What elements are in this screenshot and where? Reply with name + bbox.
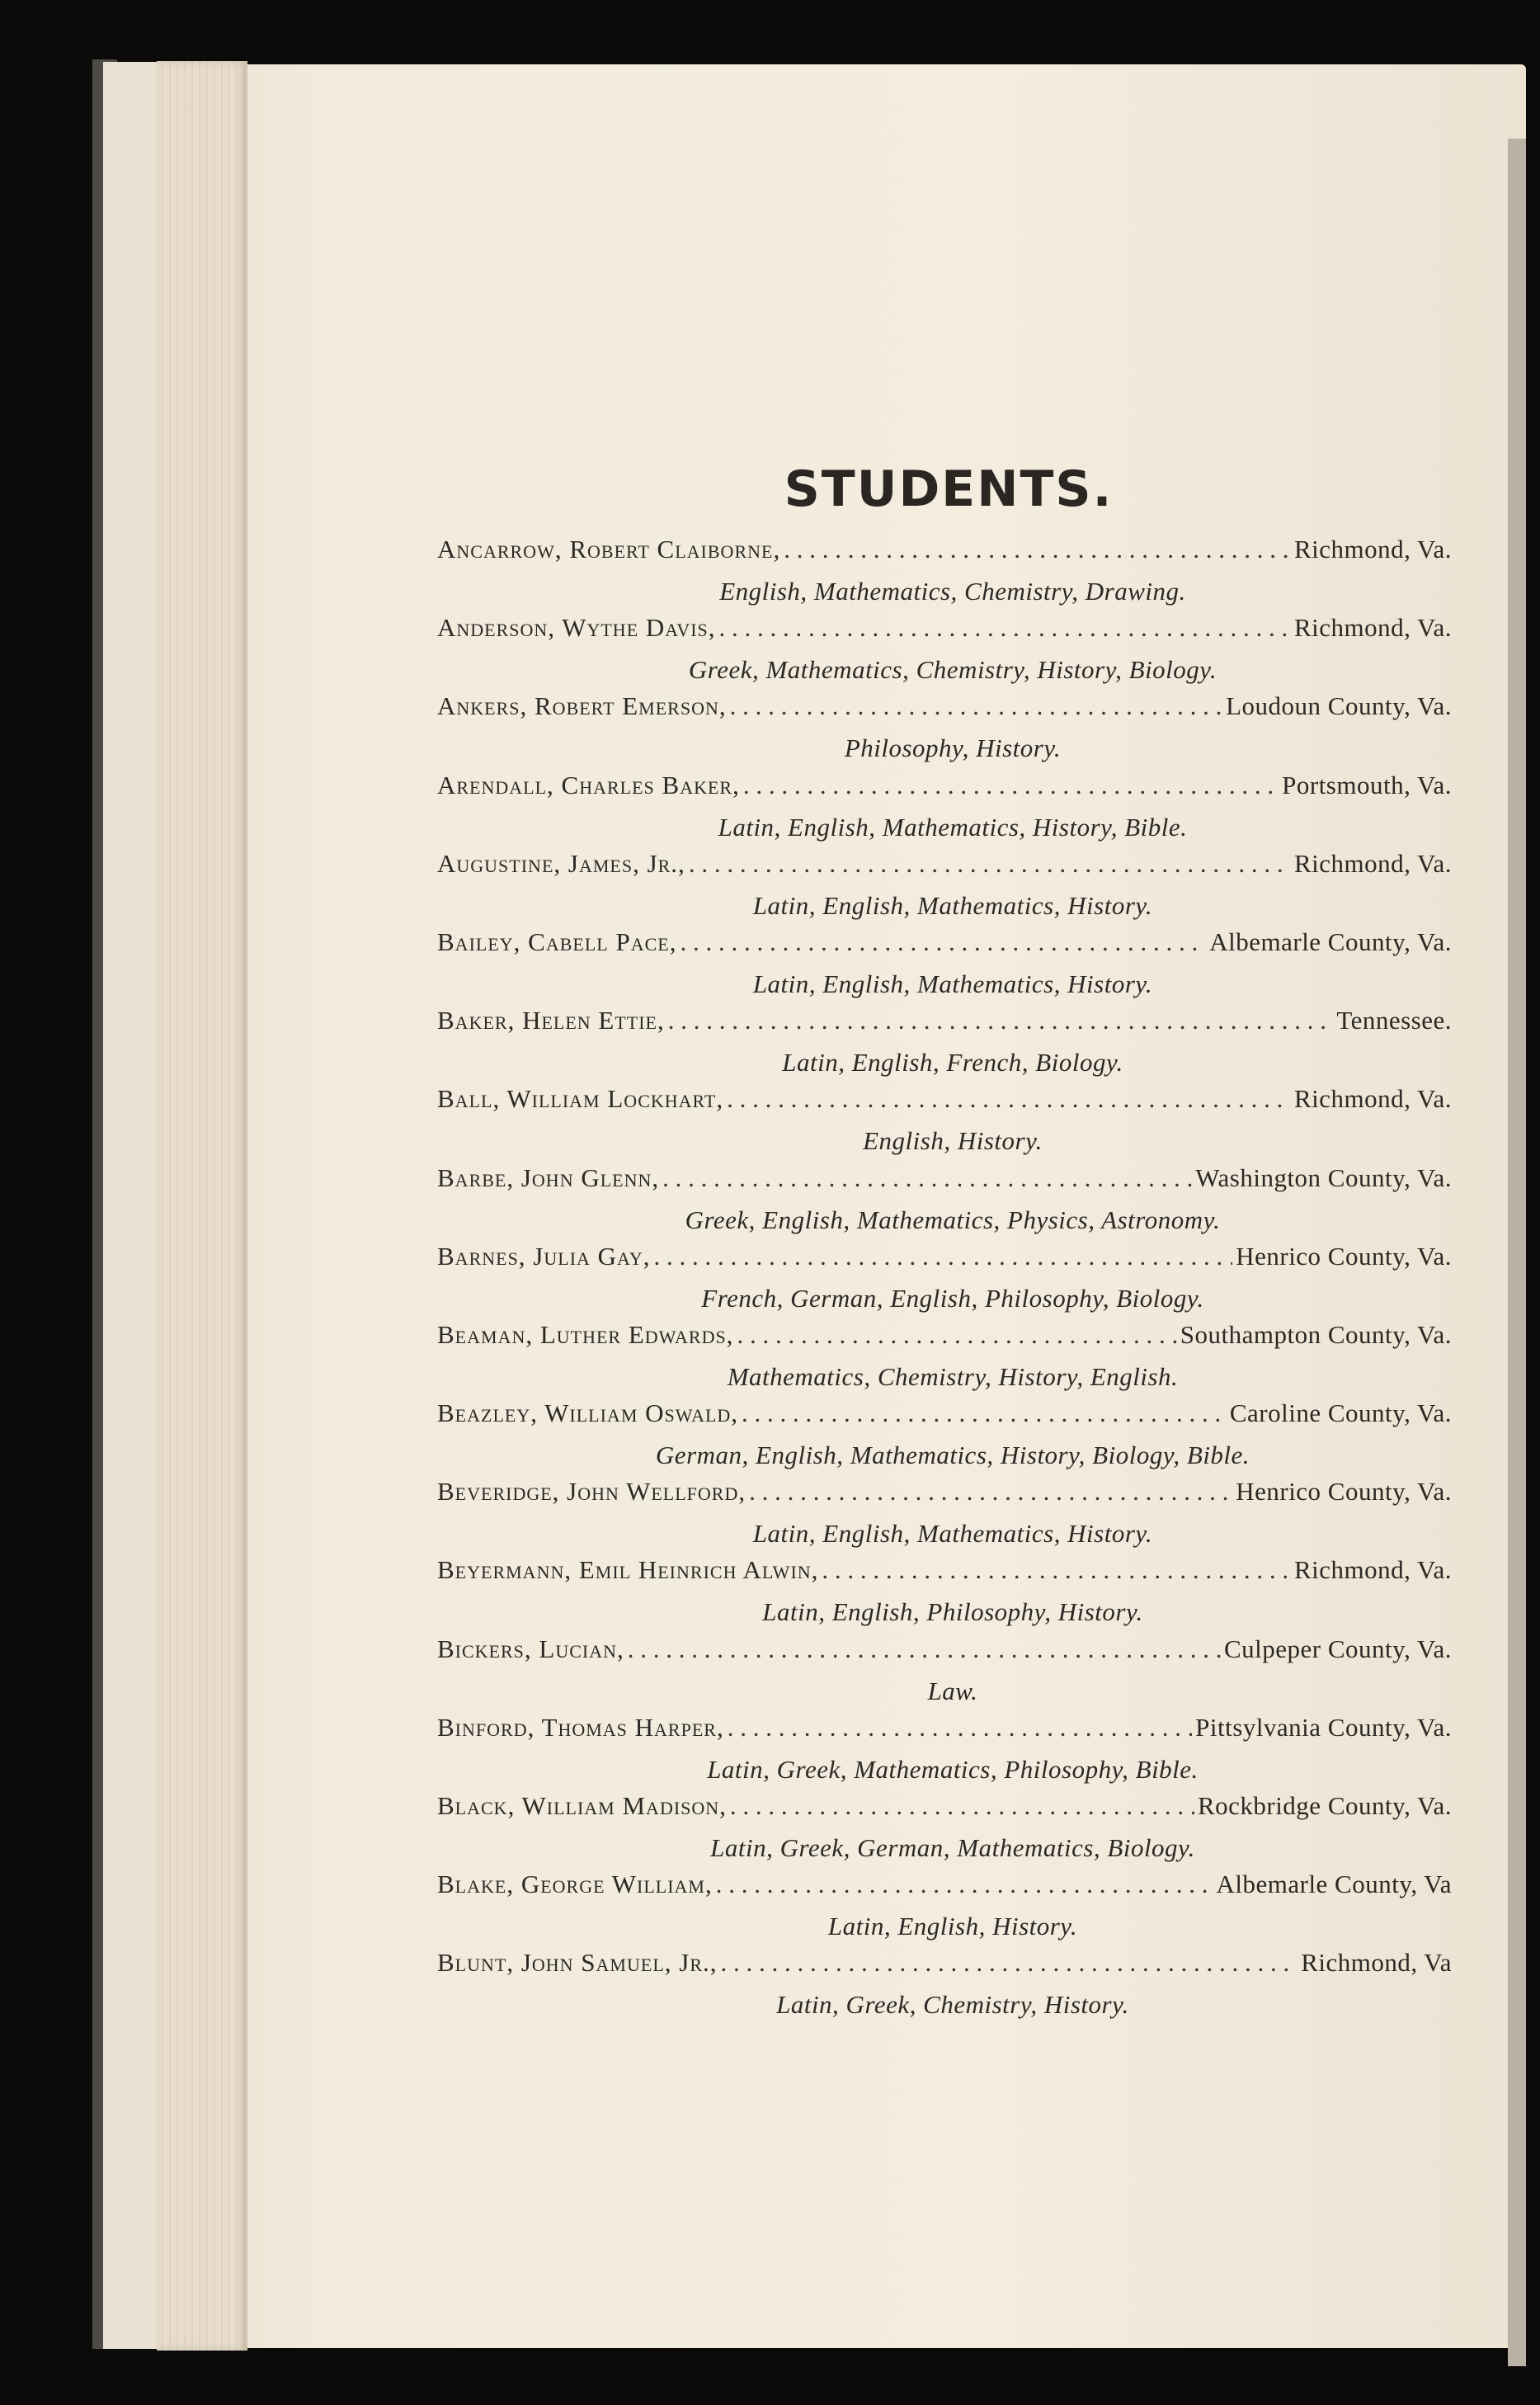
student-entry: [437, 1320, 1452, 1398]
student-name: Barbe, John Glenn,: [437, 1162, 660, 1192]
page-stack-shadow: [103, 62, 161, 2349]
student-courses: Latin, English, Mathematics, History.: [752, 890, 1153, 920]
student-entry: [437, 1870, 1452, 1948]
dot-leader: [737, 1320, 1176, 1350]
student-entry: [437, 1634, 1452, 1713]
student-residence: Washington County, Va.: [1195, 1162, 1452, 1192]
student-name: Black, William Madison,: [437, 1791, 727, 1820]
student-entry: [437, 613, 1452, 691]
student-residence: Portsmouth, Va.: [1282, 770, 1452, 799]
student-name: Beveridge, John Wellford,: [437, 1477, 746, 1507]
student-entry-line: [437, 1320, 1452, 1358]
page-heading: STUDENTS.: [784, 460, 1114, 518]
dot-leader: [727, 1084, 1291, 1114]
student-entry: [437, 1163, 1452, 1242]
dot-leader: [689, 849, 1291, 879]
student-residence: Richmond, Va.: [1293, 1555, 1452, 1585]
student-residence: Richmond, Va.: [1293, 848, 1452, 878]
student-name: Blake, George William,: [437, 1870, 713, 1899]
student-entry: [437, 1477, 1452, 1555]
student-entry-line: [437, 1006, 1452, 1044]
dot-leader: [668, 1006, 1334, 1035]
student-entry: [437, 691, 1452, 770]
student-entry: [437, 1791, 1452, 1870]
dot-leader: [721, 1948, 1298, 1978]
dot-leader: [628, 1634, 1221, 1664]
student-courses: Latin, English, Mathematics, History.: [752, 1519, 1153, 1549]
student-courses: Greek, Mathematics, Chemistry, History, Biology.: [688, 655, 1217, 685]
student-name: Bailey, Cabell Pace,: [437, 927, 677, 956]
dot-leader: [743, 771, 1279, 800]
student-courses: Greek, English, Mathematics, Physics, Astronomy.: [685, 1205, 1221, 1234]
student-name: Ankers, Robert Emerson,: [437, 691, 727, 721]
student-entry-line: [437, 849, 1452, 887]
student-residence: Henrico County, Va.: [1236, 1241, 1452, 1271]
student-residence: Culpeper County, Va.: [1223, 1634, 1452, 1663]
dot-leader: [662, 1163, 1192, 1193]
student-residence: Southampton County, Va.: [1180, 1319, 1452, 1349]
student-entry-line: [437, 1634, 1452, 1672]
student-entry: [437, 1084, 1452, 1162]
student-courses: Latin, English, Philosophy, History.: [762, 1597, 1143, 1627]
student-courses: Latin, Greek, Chemistry, History.: [776, 1990, 1129, 2020]
student-entry: [437, 1555, 1452, 1634]
dot-leader: [730, 1791, 1194, 1821]
student-entry: [437, 1713, 1452, 1791]
student-entry: [437, 849, 1452, 927]
student-courses: Latin, Greek, German, Mathematics, Biology.: [710, 1833, 1195, 1862]
student-entry: [437, 1398, 1452, 1477]
student-residence: Loudoun County, Va.: [1226, 691, 1452, 721]
student-courses: Latin, Greek, Mathematics, Philosophy, Bible.: [707, 1754, 1199, 1784]
student-courses: English, Mathematics, Chemistry, Drawing.: [719, 577, 1186, 606]
student-courses: Latin, English, Mathematics, History.: [752, 969, 1153, 998]
student-courses: Latin, English, French, Biology.: [782, 1048, 1123, 1078]
student-entry-line: [437, 691, 1452, 729]
dot-leader: [784, 535, 1291, 564]
student-name: Bickers, Lucian,: [437, 1634, 624, 1663]
dot-leader: [728, 1713, 1192, 1742]
student-entry-line: [437, 1713, 1452, 1751]
student-residence: Tennessee.: [1336, 1006, 1452, 1035]
student-entry-line: [437, 1084, 1452, 1122]
student-courses: French, German, English, Philosophy, Biology.: [701, 1283, 1204, 1313]
dot-leader: [680, 927, 1206, 957]
student-name: Arendall, Charles Baker,: [437, 770, 740, 799]
student-entry-line: [437, 613, 1452, 651]
student-name: Blunt, John Samuel, Jr.,: [437, 1948, 718, 1978]
student-courses: German, English, Mathematics, History, Biology, Bible.: [655, 1441, 1250, 1470]
dot-leader: [730, 691, 1223, 721]
student-entry-line: [437, 927, 1452, 965]
student-entry-line: [437, 1555, 1452, 1593]
student-courses: Latin, English, History.: [827, 1912, 1078, 1941]
student-list: [437, 535, 1452, 2027]
student-name: Binford, Thomas Harper,: [437, 1712, 724, 1742]
student-entry-line: [437, 771, 1452, 809]
student-name: Ball, William Lockhart,: [437, 1084, 724, 1114]
student-entry: [437, 1948, 1452, 2026]
student-entry-line: [437, 1477, 1452, 1515]
student-residence: Albemarle County, Va: [1216, 1870, 1452, 1899]
student-entry-line: [437, 1398, 1452, 1436]
student-name: Augustine, James, Jr.,: [437, 848, 685, 878]
student-courses: Law.: [927, 1676, 978, 1705]
dot-leader: [716, 1870, 1213, 1899]
student-entry: [437, 927, 1452, 1006]
student-entry-line: [437, 1791, 1452, 1829]
student-courses: Latin, English, Mathematics, History, Bible.: [718, 812, 1188, 842]
student-entry-line: [437, 1870, 1452, 1907]
student-name: Beaman, Luther Edwards,: [437, 1319, 734, 1349]
student-courses: Philosophy, History.: [844, 733, 1062, 763]
student-residence: Caroline County, Va.: [1229, 1398, 1452, 1428]
dot-leader: [822, 1555, 1291, 1585]
student-entry-line: [437, 1242, 1452, 1280]
student-name: Beyermann, Emil Heinrich Alwin,: [437, 1555, 819, 1585]
student-courses: English, History.: [863, 1126, 1043, 1156]
student-entry: [437, 535, 1452, 613]
student-residence: Richmond, Va.: [1293, 1084, 1452, 1114]
dot-leader: [654, 1242, 1233, 1271]
dot-leader: [719, 613, 1291, 643]
student-residence: Richmond, Va.: [1293, 535, 1452, 564]
student-residence: Rockbridge County, Va.: [1197, 1791, 1452, 1820]
student-name: Anderson, Wythe Davis,: [437, 613, 716, 643]
student-residence: Albemarle County, Va.: [1209, 927, 1452, 956]
student-residence: Richmond, Va: [1301, 1948, 1452, 1978]
student-entry-line: [437, 535, 1452, 573]
student-entry-line: [437, 1948, 1452, 1986]
student-residence: Henrico County, Va.: [1236, 1477, 1452, 1507]
student-courses: Mathematics, Chemistry, History, English.: [727, 1361, 1179, 1391]
student-residence: Pittsylvania County, Va.: [1195, 1712, 1452, 1742]
student-name: Beazley, William Oswald,: [437, 1398, 739, 1428]
page-stack-edges: [157, 61, 247, 2351]
student-name: Baker, Helen Ettie,: [437, 1006, 665, 1035]
student-entry: [437, 1242, 1452, 1320]
student-name: Ancarrow, Robert Claiborne,: [437, 535, 781, 564]
dot-leader: [742, 1398, 1227, 1428]
dot-leader: [749, 1477, 1232, 1507]
student-entry-line: [437, 1163, 1452, 1201]
student-entry: [437, 1006, 1452, 1084]
student-residence: Richmond, Va.: [1293, 613, 1452, 643]
student-entry: [437, 771, 1452, 849]
student-name: Barnes, Julia Gay,: [437, 1241, 651, 1271]
